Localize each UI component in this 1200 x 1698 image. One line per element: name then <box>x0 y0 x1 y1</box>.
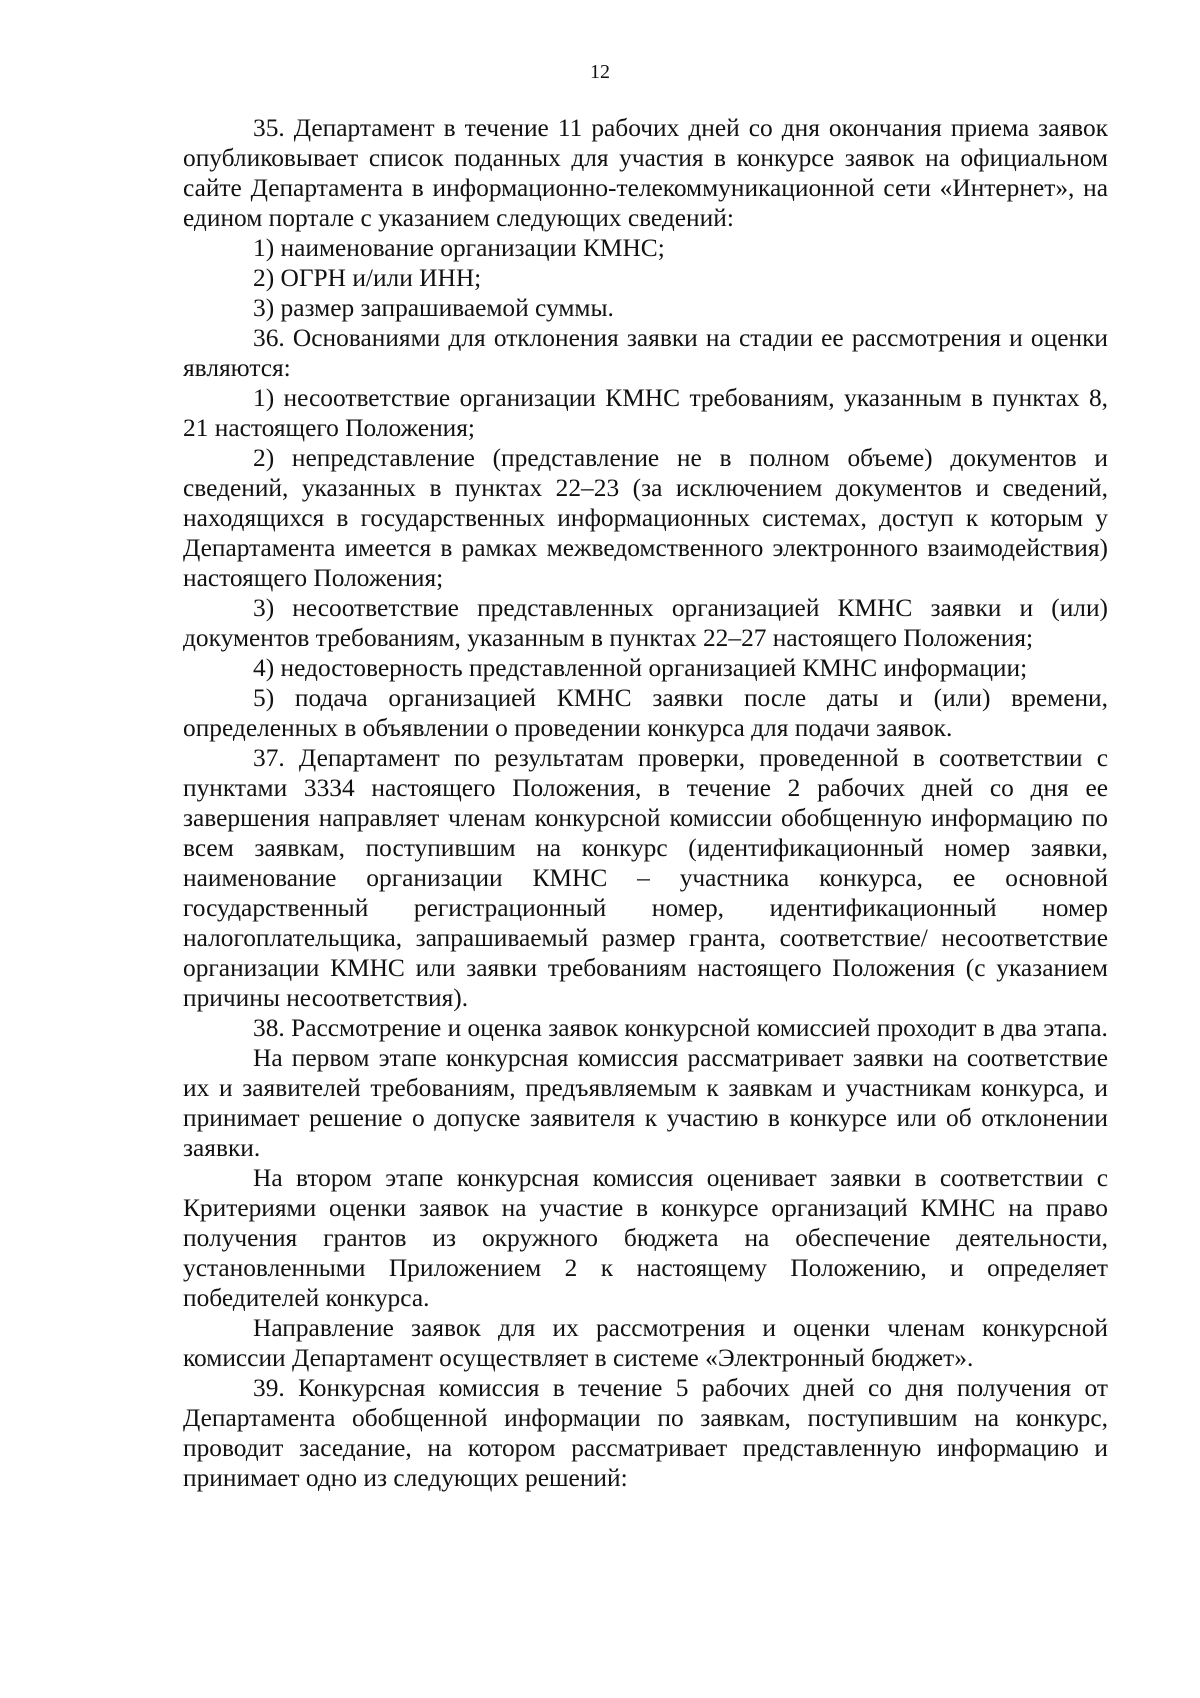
paragraph-39: 39. Конкурсная комиссия в течение 5 рабочих дней со дня получения от Департамента обобщенной информации по заявкам, поступившим на конкурс, проводит заседание, на котором рассматривает представленную информацию и принимает одно из следующих решений: <box>183 1374 1108 1492</box>
paragraph-37: 37. Департамент по результатам проверки, проведенной в соответствии с пунктами 3334 настоящего Положения, в течение 2 рабочих дней со дня ее завершения направляет членам конкурсной комиссии обобщенную информацию по всем заявкам, поступившим на конкурс (идентификационный номер заявки, наименование организации КМНС – участника конкурса, ее основной государственный регистрационный номер, идентификационный номер налогоплательщика, запрашиваемый размер гранта, соответствие/ несоответствие организации КМНС или заявки требованиям настоящего Положения (с указанием причины несоответствия). <box>183 744 1108 1012</box>
paragraph-38-submission: Направление заявок для их рассмотрения и оценки членам конкурсной комиссии Департамент осуществляет в системе «Электронный бюджет». <box>183 1314 1108 1372</box>
paragraph-36-item-3: 3) несоответствие представленных организацией КМНС заявки и (или) документов требованиям, указанным в пунктах 22–27 настоящего Положения; <box>183 594 1108 652</box>
paragraph-35-item-3: 3) размер запрашиваемой суммы. <box>253 294 614 322</box>
paragraph-36-item-5: 5) подача организацией КМНС заявки после даты и (или) времени, определенных в объявлении о проведении конкурса для подачи заявок. <box>183 684 1108 742</box>
paragraph-35-item-1: 1) наименование организации КМНС; <box>253 234 665 262</box>
paragraph-38-stage-2: На втором этапе конкурсная комиссия оценивает заявки в соответствии с Критериями оценки заявок на участие в конкурсе организаций КМНС на право получения грантов из окружного бюджета на обеспечение деятельности, установленными Приложением 2 к настоящему Положению, и определяет победителей конкурса. <box>183 1164 1108 1312</box>
paragraph-38: 38. Рассмотрение и оценка заявок конкурсной комиссией проходит в два этапа. <box>253 1014 1108 1042</box>
paragraph-36-item-1: 1) несоответствие организации КМНС требованиям, указанным в пунктах 8, 21 настоящего Положения; <box>183 384 1108 442</box>
document-body <box>183 113 1108 1493</box>
paragraph-36-item-4: 4) недостоверность представленной организацией КМНС информации; <box>253 654 1028 682</box>
paragraph-35-item-2: 2) ОГРН и/или ИНН; <box>253 264 482 292</box>
paragraph-38-stage-1: На первом этапе конкурсная комиссия рассматривает заявки на соответствие их и заявителей требованиям, предъявляемым к заявкам и участникам конкурса, и принимает решение о допуске заявителя к участию в конкурсе или об отклонении заявки. <box>183 1044 1108 1162</box>
paragraph-36-item-2: 2) непредставление (представление не в полном объеме) документов и сведений, указанных в пунктах 22–23 (за исключением документов и сведений, находящихся в государственных информационных системах, доступ к которым у Департамента имеется в рамках межведомственного электронного взаимодействия) настоящего Положения; <box>183 444 1108 592</box>
paragraph-35: 35. Департамент в течение 11 рабочих дней со дня окончания приема заявок опубликовывает список поданных для участия в конкурсе заявок на официальном сайте Департамента в информационно-телекоммуникационной сети «Интернет», на едином портале с указанием следующих сведений: <box>183 114 1108 232</box>
page-number: 12 <box>590 61 610 83</box>
paragraph-36: 36. Основаниями для отклонения заявки на стадии ее рассмотрения и оценки являются: <box>183 324 1108 382</box>
